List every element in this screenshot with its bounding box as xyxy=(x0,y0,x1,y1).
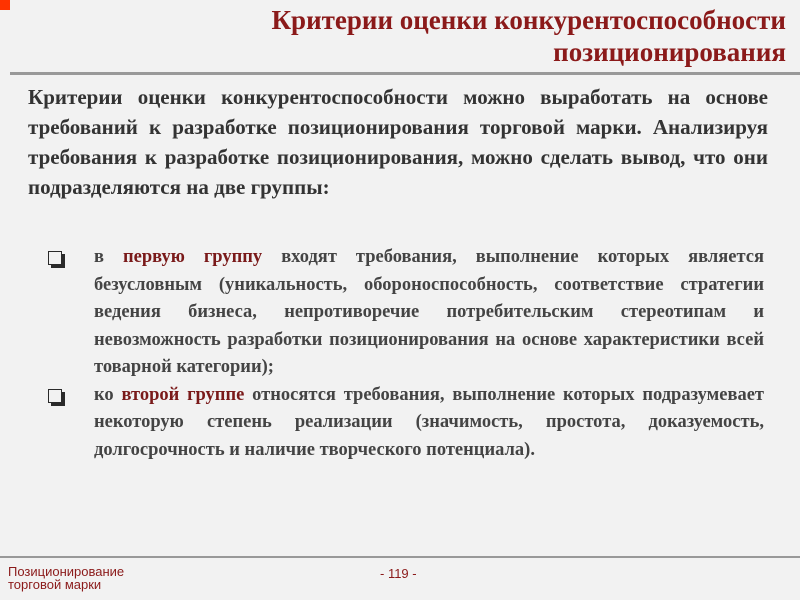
bullet-list xyxy=(48,244,764,464)
checkbox-square-icon xyxy=(48,251,62,265)
slide-title-line2: позиционирования xyxy=(553,37,786,67)
bullet-prefix: ко xyxy=(94,384,122,405)
bullet-highlight: первую группу xyxy=(123,247,263,267)
bullet-text: относятся требования, выполнение которых подразумевает некоторую степень реализации (значимость, простота, доказуемость, долгосрочность и наличие творческого потенциала). xyxy=(94,384,764,460)
bullet-prefix: в xyxy=(94,247,123,267)
corner-marker xyxy=(0,0,10,10)
intro-paragraph: Критерии оценки конкурентоспособности можно выработать на основе требований к разработке позиционирования торговой марки. Анализируя требования к разработке позиционирования, можно сделать вывод, что они подразделяются на две группы: xyxy=(28,85,768,199)
footer-label-line1: Позиционирование xyxy=(8,564,125,579)
slide-title-line1: Критерии оценки конкурентоспособности xyxy=(271,5,786,35)
checkbox-square-icon xyxy=(48,389,62,403)
footer-divider xyxy=(0,556,800,558)
footer-label-line2: торговой марки xyxy=(8,577,102,592)
bullet-highlight: второй группе xyxy=(121,384,245,405)
title-divider xyxy=(10,72,800,75)
footer-label xyxy=(8,565,168,591)
bullet-item-first-group xyxy=(48,244,764,382)
slide-title xyxy=(26,4,786,68)
page-number: - 119 - xyxy=(380,566,417,581)
bullet-text: входят требования, выполнение которых является безусловным (уникальность, обороноспособность, соответствие стратегии ведения бизнеса, непротиворечие потребительским стереотипам и невозможность разработки позиционирования на основе характеристики всей товарной категории); xyxy=(94,247,764,377)
bullet-item-second-group xyxy=(48,382,764,465)
